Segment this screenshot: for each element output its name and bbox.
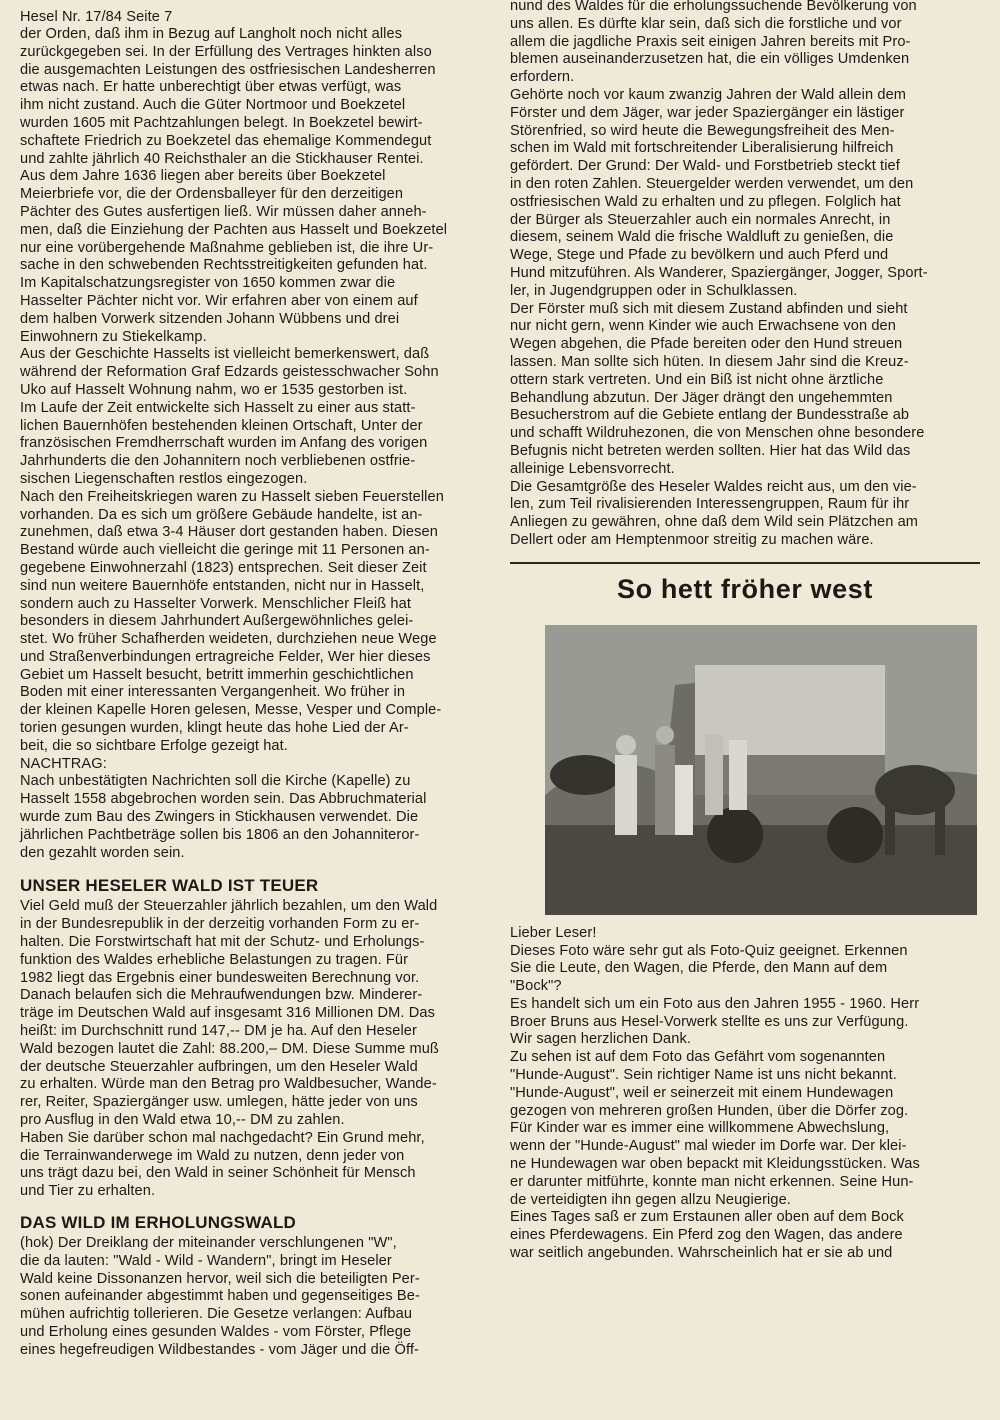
left-column	[20, 0, 500, 1360]
photo-scene	[545, 625, 977, 915]
photo-caption-text: Lieber Leser! Dieses Foto wäre sehr gut als Foto-Quiz geeignet. Erkennen Sie die Leute, den Wagen, die Pferde, den Mann auf dem "Bock"? Es handelt sich um ein Foto aus den Jahren 1955 - 1960. Herr Broer Bruns aus Hesel-Vorwerk stellte es uns zur Verfügung. Wir sagen herzlichen Dank. Zu sehen ist auf dem Foto das Gefährt vom sogenannten "Hunde-August". Sein richtiger Name ist uns nicht bekannt. "Hunde-August", weil er seinerzeit mit einem Hundewagen gezogen von mehreren großen Hunden, über die Dörfer zog. Für Kinder war es immer eine willkommene Abwechslung, wenn der "Hunde-August" mal wieder im Dorfe war. Der klei- ne Hundewagen war oben bepackt mit Kleidungsstücken. Was er darunter mitführte, konnte man nicht erkennen. Seine Hun- de verteidigten ihn gegen allzu Neugierige. Eines Tages saß er zum Erstaunen aller oben auf dem Bock eines Pferdewagens. Ein Pferd zog den Wagen, das andere war seitlich angebunden. Wahrscheinlich hat er sie ab und	[510, 924, 920, 1262]
page-header: Hesel Nr. 17/84 Seite 7	[20, 9, 173, 25]
wildlife-text-continued: nund des Waldes für die erholungssuchende Bevölkerung von uns allen. Es dürfte klar sein, daß sich die forstliche und vor allem die jagdliche Praxis seit einigen Jahren bereits mit Pro- blemen auseinanderzusetzen hat, die ein völliges Umdenken erfordern. Gehörte noch vor kaum zwanzig Jahren der Wald allein dem Förster und dem Jäger, war jeder Spaziergänger ein lästiger Störenfried, so wird heute die Bewegungsfreiheit des Men- schen im Wald mit fortschreitender Liberalisierung hilfreich gefördert. Der Grund: Der Wald- und Forstbetrieb steckt tief in den roten Zahlen. Steuergelder werden verwendet, um den ostfriesischen Wald zu erhalten und zu pflegen. Folglich hat der Bürger als Steuerzahler auch ein normales Anrecht, in diesem, seinem Wald die frische Waldluft zu genießen, die Wege, Stege und Pfade zu bevölkern und auch Pferd und Hund mitzuführen. Als Wanderer, Spaziergänger, Jogger, Sport- ler, in Jugendgruppen oder in Schulklassen. Der Förster muß sich mit diesem Zustand abfinden und sieht nur nicht gern, wenn Kinder wie auch Erwachsene von den Wegen abgehen, die Pfade bereiten oder den Hund streuen lassen. Man sollte sich hüten. In diesem Jahr sind die Kreuz- ottern stark vertreten. Und ein Biß ist nicht ohne ärztliche Behandlung abzutun. Der Jäger drängt den ungehemmten Besucherstrom auf die Gebiete entlang der Bundesstraße ab und schafft Wildruhezonen, die von Menschen ohne besondere Befugnis nicht betreten werden sollten. Hier hat das Wild das alleinige Lebensvorrecht. Die Gesamtgröße des Heseler Waldes reicht aus, um den vie- len, zum Teil rivalisierenden Interessengruppen, Raum für ihr Anliegen zu gewähren, ohne daß dem Wild sein Plätzchen am Dellert oder am Hemptenmoor streitig zu machen wäre.	[510, 0, 928, 548]
forest-cost-text: Viel Geld muß der Steuerzahler jährlich bezahlen, um den Wald in der Bundesrepublik in der derzeitig vorhanden Form zu er- halten. Die Forstwirtschaft hat mit der Schutz- und Erholungs- funktion des Waldes erhebliche Belastungen zu tragen. Für 1982 liegt das Ergebnis einer bundesweiten Berechnung vor. Danach belaufen sich die Mehraufwendungen bzw. Minderer- träge im Deutschen Wald auf insgesamt 316 Millionen DM. Das heißt: im Durchschnitt rund 147,-- DM je ha. Auf den Heseler Wald bezogen lautet die Zahl: 88.200,– DM. Diese Summe muß der deutsche Steuerzahler aufbringen, um den Heseler Wald zu erhalten. Würde man den Betrag pro Waldbesucher, Wande- rer, Reiter, Spaziergänger usw. umlegen, hätte jeder von uns pro Ausflug in den Wald etwa 10,-- DM zu zahlen. Haben Sie darüber schon mal nachgedacht? Ein Grund mehr, die Terrainwanderwege im Wald zu nutzen, denn jeder von uns trägt dazu bei, den Wald in seiner Schönheit für Mensch und Tier zu erhalten.	[20, 898, 439, 1200]
right-column	[510, 0, 980, 1263]
wildlife-text: (hok) Der Dreiklang der miteinander verschlungenen "W", die da lauten: "Wald - Wild - Wandern", bringt im Heseler Wald keine Dissonanzen hervor, weil sich die beteiligten Per- sonen aufeinander abgestimmt haben und gegenseitiges Be- mühen aufrichtig tollerieren. Die Gesetze verlangen: Aufbau und Erholung eines gesunden Waldes - vom Förster, Pflege eines hegefreudigen Wildbestandes - vom Jäger und die Öff-	[20, 1235, 420, 1358]
story-title: So hett fröher west	[617, 573, 873, 604]
historic-photo	[545, 625, 977, 915]
wildlife-heading: DAS WILD IM ERHOLUNGSWALD	[20, 1213, 297, 1232]
forest-cost-heading: UNSER HESELER WALD IST TEUER	[20, 876, 319, 896]
section-divider	[510, 562, 980, 564]
history-article-text: der Orden, daß ihm in Bezug auf Langholt noch nicht alles zurückgegeben sei. In der Erfüllung des Vertrages hinkten also die ausgemachten Leistungen des ostfriesischen Landesherren etwas nach. Er hatte unberechtigt über etwas verfügt, was ihm nicht zustand. Auch die Güter Nortmoor und Boekzetel wurden 1605 mit Pachtzahlungen belegt. In Boekzetel bewirt- schaftete Friedrich zu Boekzetel das ehemalige Kommendegut und zahlte jährlich 40 Reichsthaler an die Stickhauser Rentei. Aus dem Jahre 1636 liegen aber bereits über Boekzetel Meierbriefe vor, die der Ordensballeyer für den derzeitigen Pächter des Gutes ausfertigen ließ. Wir müssen daher anneh- men, daß die Einziehung der Pachten aus Hasselt und Boekzetel nur eine vorübergehende Maßnahme geblieben ist, die ihre Ur- sache in den schwebenden Rechtsstreitigkeiten gefunden hat. Im Kapitalschatzungsregister von 1650 kommen zwar die Hasselter Pächter nicht vor. Wir erfahren aber von einem auf dem halben Vorwerk sitzenden Johann Wübbens und drei Einwohnern zu Stiekelkamp. Aus der Geschichte Hasselts ist vielleicht bemerkenswert, daß während der Reformation Graf Edzards geistesschwacher Sohn Uko auf Hasselt Wohnung nahm, wo er 1535 gestorben ist. Im Laufe der Zeit entwickelte sich Hasselt zu einer aus statt- lichen Bauernhöfen bestehenden kleinen Ortschaft, Unter der französischen Fremdherrschaft wurden im Anfang des vorigen Jahrhunderts die den Johannitern noch verbliebenen ostfrie- sischen Liegenschaften restlos eingezogen. Nach den Freiheitskriegen waren zu Hasselt sieben Feuerstellen vorhanden. Da es sich um größere Gebäude handelte, ist an- zunehmen, daß etwa 3-4 Häuser dort gestanden haben. Diesen Bestand würde auch vielleicht die geringe mit 11 Personen an- gegebene Einwohnerzahl (1823) entsprechen. Seit dieser Zeit sind nun weitere Bauernhöfe entstanden, nicht nur in Hasselt, sondern auch zu Hasselter Vorwerk. Menschlicher Fleiß hat besonders in diesem Jahrhundert Außergewöhnliches gelei- stet. Wo früher Schafherden weideten, durchziehen neue Wege und Straßenverbindungen ertragreiche Felder, Wer hier dieses Gebiet um Hasselt besucht, betritt immerhin geschichtlichen Boden mit einer interessanten Vergangenheit. Wo früher in der kleinen Kapelle Horen gelesen, Messe, Vesper und Comple- torien gesungen wurden, klingt heute das hohe Lied der Ar- beit, die so sichtbare Erfolge gezeigt hat. NACHTRAG: Nach unbestätigten Nachrichten soll die Kirche (Kapelle) zu Hasselt 1558 abgebrochen worden sein. Das Abbruchmaterial wurde zum Bau des Zwingers in Stickhausen verwendet. Die jährlichen Pachtbeträge sollen bis 1806 an den Johanniteror- den gezahlt worden sein.	[20, 26, 448, 861]
